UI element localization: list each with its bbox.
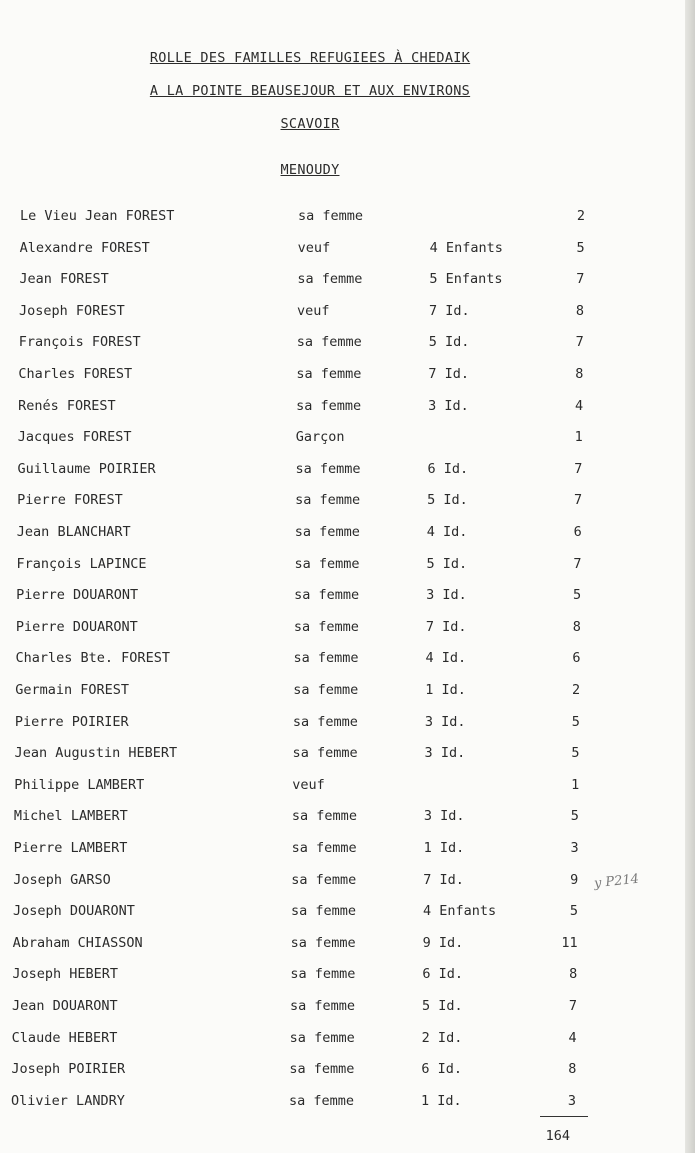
family-head-name: Jean DOUARONT [12, 998, 118, 1014]
table-row [0, 1093, 681, 1115]
family-head-name: Joseph FOREST [19, 302, 125, 319]
children-count: 3 Id. [428, 397, 469, 414]
family-head-name: Alexandre FOREST [19, 239, 150, 256]
table-row [0, 398, 688, 420]
family-total: 2 [572, 682, 581, 698]
table-row [0, 271, 689, 293]
family-total: 8 [569, 966, 578, 983]
family-head-name: Charles Bte. FOREST [15, 650, 170, 667]
title-line-1: ROLLE DES FAMILLES REFUGIEES À CHEDAIK [149, 50, 471, 66]
family-total: 8 [575, 302, 585, 319]
children-count: 3 Id. [424, 713, 466, 730]
marital-status: sa femme [296, 397, 362, 414]
marital-status: sa femme [290, 934, 356, 951]
marital-status: sa femme [290, 966, 356, 983]
children-count: 7 Id. [423, 871, 464, 888]
family-head-name: Pierre DOUARONT [16, 587, 139, 604]
table-row [0, 524, 687, 546]
children-count: 6 Id. [422, 966, 463, 983]
marital-status: sa femme [296, 334, 362, 351]
table-row [0, 935, 683, 957]
family-total: 7 [574, 460, 583, 477]
marital-status: sa femme [298, 208, 364, 224]
marital-status: sa femme [295, 460, 361, 477]
table-row [0, 1030, 682, 1052]
section-title: MENOUDY [280, 162, 340, 178]
family-head-name: Joseph GARSO [13, 871, 111, 888]
family-total: 7 [573, 492, 583, 509]
table-row [0, 903, 683, 925]
table-row [0, 366, 688, 388]
children-count: 2 Id. [421, 1029, 463, 1046]
family-head-name: Pierre FOREST [17, 492, 123, 509]
family-head-name: Joseph HEBERT [12, 966, 118, 983]
marital-status: sa femme [291, 871, 357, 888]
grand-total: 164 [545, 1128, 570, 1144]
family-total: 4 [574, 397, 584, 414]
table-row [0, 714, 685, 736]
table-row [0, 808, 684, 830]
marital-status: sa femme [289, 1061, 355, 1078]
family-total: 5 [576, 239, 585, 256]
family-head-name: Jean Augustin HEBERT [14, 745, 178, 762]
family-total: 5 [571, 713, 580, 730]
sum-rule [540, 1116, 588, 1117]
children-count: 6 Id. [427, 460, 469, 477]
family-total: 1 [571, 776, 580, 793]
marital-status: sa femme [293, 682, 359, 698]
children-count: 3 Id. [426, 587, 467, 604]
marital-status: sa femme [297, 271, 363, 288]
table-row [0, 966, 682, 988]
marital-status: Garçon [295, 429, 345, 446]
family-total: 5 [573, 587, 582, 604]
children-count: 3 Id. [424, 745, 466, 762]
title-line-3: SCAVOIR [280, 116, 340, 132]
marital-status: sa femme [294, 587, 360, 604]
table-row [0, 334, 689, 356]
family-head-name: Joseph POIRIER [11, 1061, 126, 1078]
table-row [0, 619, 686, 641]
marital-status: sa femme [290, 903, 356, 920]
family-head-name: Pierre DOUARONT [15, 618, 138, 635]
table-row [0, 745, 685, 767]
marital-status: sa femme [291, 840, 357, 856]
family-total: 8 [575, 366, 584, 382]
family-head-name: Pierre LAMBERT [13, 840, 128, 856]
children-count: 5 Id. [427, 492, 468, 509]
family-total: 4 [568, 1029, 577, 1046]
children-count: 7 Id. [425, 618, 467, 635]
table-row [0, 492, 687, 514]
family-head-name: Guillaume POIRIER [17, 460, 156, 477]
title-line-2: A LA POINTE BEAUSEJOUR ET AUX ENVIRONS [149, 83, 471, 99]
children-count: 6 Id. [421, 1061, 463, 1078]
family-total: 5 [571, 745, 580, 762]
family-total: 6 [573, 524, 582, 540]
table-row [0, 240, 690, 262]
family-head-name: Claude HEBERT [11, 1029, 118, 1046]
table-row [0, 998, 682, 1020]
children-count: 7 Id. [428, 366, 470, 382]
family-total: 7 [576, 271, 585, 288]
family-total: 11 [561, 934, 578, 951]
children-count: 1 Id. [421, 1092, 462, 1109]
family-total: 7 [573, 555, 582, 572]
family-head-name: Le Vieu Jean FOREST [20, 208, 175, 224]
family-total: 3 [567, 1092, 577, 1109]
children-count: 4 Enfants [429, 239, 503, 256]
family-total: 8 [572, 618, 581, 635]
family-total: 1 [574, 429, 583, 446]
family-head-name: Joseph DOUARONT [12, 903, 135, 920]
children-count: 4 Id. [426, 524, 468, 540]
family-total: 8 [568, 1061, 577, 1078]
family-total: 3 [570, 840, 579, 856]
table-row [0, 303, 689, 325]
marital-status: veuf [297, 239, 331, 256]
family-head-name: Jean FOREST [19, 271, 109, 288]
marital-status: sa femme [293, 618, 359, 635]
table-row [0, 461, 687, 483]
family-head-name: Renés FOREST [18, 397, 116, 414]
table-row [0, 429, 688, 451]
family-total: 7 [575, 334, 584, 351]
children-count: 5 Id. [426, 555, 468, 572]
marital-status: sa femme [292, 713, 358, 730]
family-total: 5 [569, 903, 578, 920]
children-count: 1 Id. [423, 840, 465, 856]
children-count: 7 Id. [429, 302, 470, 319]
marital-status: sa femme [296, 366, 362, 382]
family-total: 2 [576, 208, 585, 224]
children-count: 4 Enfants [422, 903, 497, 920]
marital-status: sa femme [290, 998, 356, 1014]
table-row [0, 840, 684, 862]
family-head-name: Pierre POIRIER [14, 713, 129, 730]
table-row [0, 682, 685, 704]
family-head-name: Abraham CHIASSON [12, 934, 143, 951]
family-head-name: François FOREST [18, 334, 141, 351]
table-row [0, 777, 684, 799]
family-head-name: Charles FOREST [18, 366, 133, 382]
family-head-name: François LAPINCE [16, 555, 147, 572]
marital-status: veuf [292, 776, 325, 793]
table-row [0, 1061, 681, 1083]
marital-status: sa femme [289, 1029, 355, 1046]
children-count: 5 Enfants [429, 271, 503, 288]
family-head-name: Jean BLANCHART [16, 524, 131, 540]
family-head-name: Jacques FOREST [17, 429, 132, 446]
marital-status: sa femme [294, 524, 360, 540]
family-total: 9 [570, 871, 579, 888]
children-count: 3 Id. [423, 808, 465, 825]
family-head-name: Philippe LAMBERT [14, 776, 145, 793]
marital-status: sa femme [293, 650, 359, 667]
children-count: 9 Id. [422, 934, 464, 951]
family-head-name: Olivier LANDRY [11, 1092, 125, 1109]
marital-status: sa femme [291, 808, 357, 825]
marital-status: sa femme [292, 745, 358, 762]
children-count: 5 Id. [428, 334, 470, 351]
family-total: 6 [572, 650, 581, 667]
table-row [0, 556, 686, 578]
marital-status: sa femme [295, 492, 361, 509]
family-total: 5 [570, 808, 579, 825]
table-row [0, 208, 690, 230]
page-edge [685, 0, 695, 1153]
table-row [0, 587, 686, 609]
table-row [0, 872, 683, 894]
family-head-name: Germain FOREST [15, 682, 129, 698]
table-row [0, 650, 686, 672]
marital-status: sa femme [294, 555, 360, 572]
marital-status: sa femme [289, 1092, 355, 1109]
family-total: 7 [568, 998, 577, 1014]
children-count: 4 Id. [425, 650, 467, 667]
children-count: 1 Id. [425, 682, 466, 698]
children-count: 5 Id. [422, 998, 463, 1014]
family-head-name: Michel LAMBERT [13, 808, 128, 825]
handwritten-margin-note: y P214 [593, 871, 640, 892]
marital-status: veuf [297, 302, 330, 319]
